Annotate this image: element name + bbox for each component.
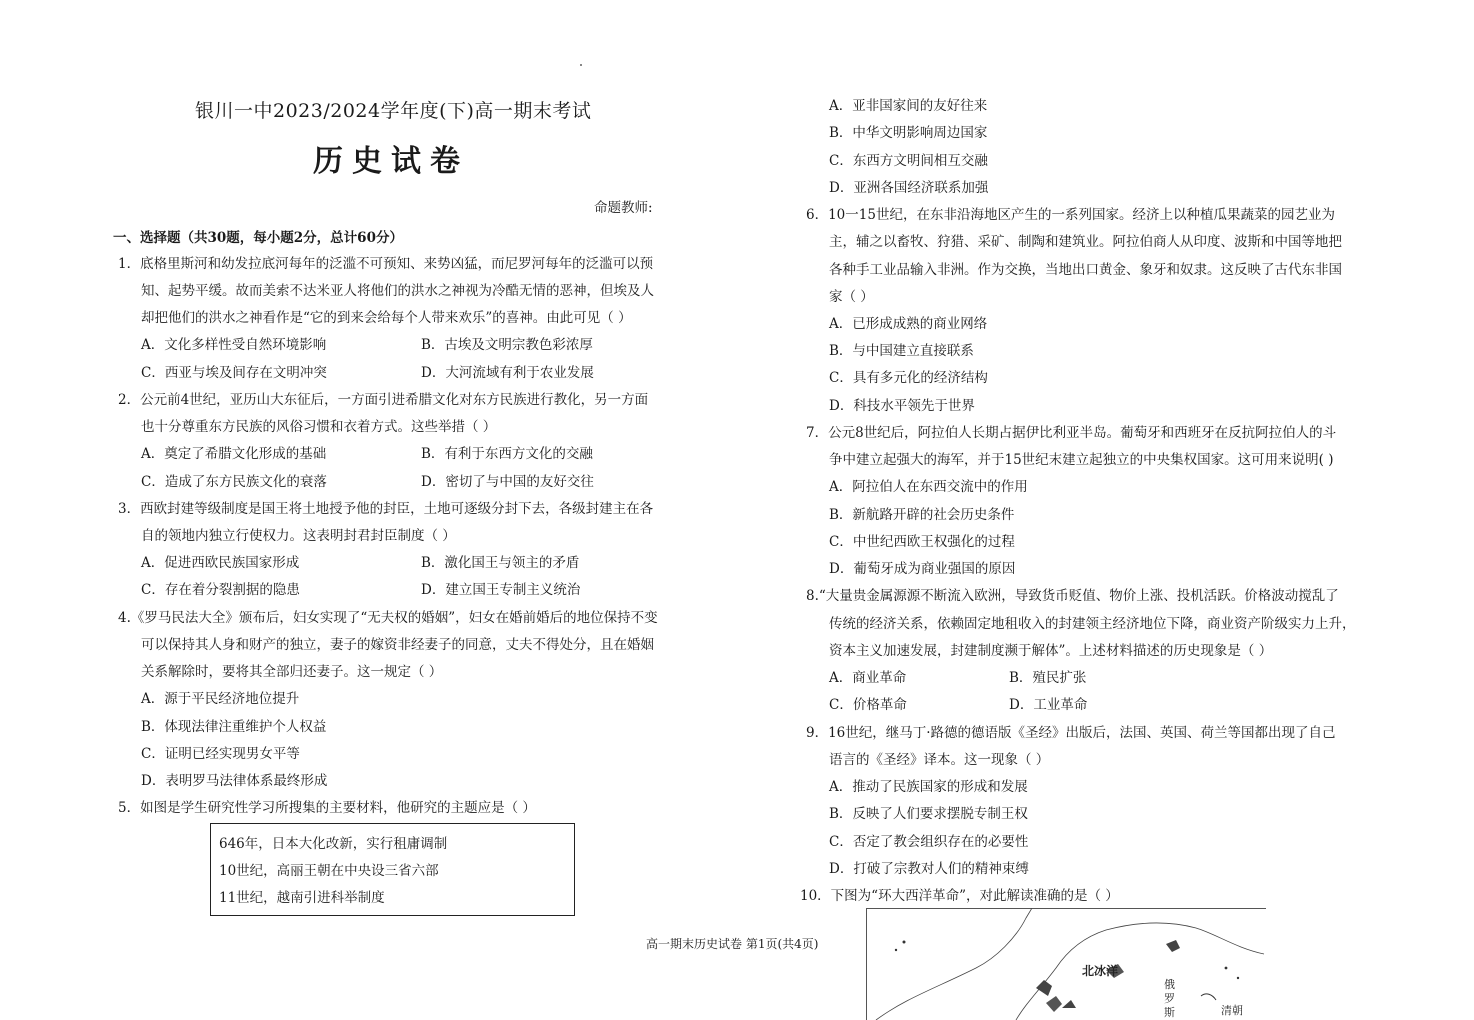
section-heading: 一、选择题（共30题，每小题2分，总计60分） bbox=[113, 230, 403, 246]
question-text-line: 关系解除时，要将其全部归还妻子。这一规定（ ） bbox=[141, 664, 443, 680]
question-text-line: B．激化国王与领主的矛盾 bbox=[421, 555, 580, 571]
question-text-line: C．造成了东方民族文化的衰落 bbox=[141, 474, 327, 490]
question-text-line: 争中建立起强大的海军，并于15世纪末建立起独立的中央集权国家。这可用来说明( ) bbox=[829, 452, 1334, 468]
question-text-line: D．大河流域有利于农业发展 bbox=[421, 365, 594, 381]
question-text-line: B．新航路开辟的社会历史条件 bbox=[829, 507, 1015, 523]
question-text-line: 2．公元前4世纪，亚历山大东征后，一方面引进希腊文化对东方民族进行教化，另一方面 bbox=[118, 392, 649, 408]
question-text-line: 自的领地内独立行使权力。这表明封君封臣制度（ ） bbox=[141, 528, 456, 544]
question-text-line: 可以保持其人身和财产的独立，妻子的嫁资非经妻子的同意，丈夫不得处分，且在婚姻 bbox=[141, 637, 654, 653]
question-text-line: B．与中国建立直接联系 bbox=[829, 343, 974, 359]
question-text-line: 却把他们的洪水之神看作是“它的到来会给每个人带来欢乐”的喜神。由此可见（ ） bbox=[141, 310, 632, 326]
question-text-line: 传统的经济关系，依赖固定地租收入的封建领主经济地位下降，商业资产阶级实力上升， bbox=[829, 616, 1356, 632]
question-text-line: D．密切了与中国的友好交往 bbox=[421, 474, 594, 490]
question-text-line: 8.“大量贵金属源源不断流入欧洲，导致货币贬值、物价上涨、投机活跃。价格波动搅乱了 bbox=[806, 588, 1339, 604]
page-footer: 高一期末历史试卷 第1页(共4页) bbox=[646, 937, 819, 951]
question-text-line: B．有利于东西方文化的交融 bbox=[421, 446, 593, 462]
question-text-line: A．文化多样性受自然环境影响 bbox=[141, 337, 327, 353]
question-text-line: B．反映了人们要求摆脱专制王权 bbox=[829, 806, 1028, 822]
map-drawing bbox=[866, 908, 1266, 1020]
map-label-russia-2: 罗 bbox=[1164, 992, 1175, 1005]
question-text-line: 1．底格里斯河和幼发拉底河每年的泛滥不可预知、来势凶猛，而尼罗河每年的泛滥可以预 bbox=[118, 256, 654, 272]
question-text-line: D．科技水平领先于世界 bbox=[829, 398, 975, 414]
question-text-line: 6．10一15世纪，在东非沿海地区产生的一系列国家。经济上以种植瓜果蔬菜的园艺业为 bbox=[806, 207, 1335, 223]
question-text-line: D．表明罗马法律体系最终形成 bbox=[141, 773, 328, 789]
question-text-line: C．具有多元化的经济结构 bbox=[829, 370, 988, 386]
question-text-line: C．存在着分裂割据的隐患 bbox=[141, 582, 300, 598]
box-line: 10世纪，高丽王朝在中央设三省六部 bbox=[219, 863, 439, 879]
question-text-line: B．殖民扩张 bbox=[1009, 670, 1087, 686]
question-text-line: 3．西欧封建等级制度是国王将土地授予他的封臣，土地可逐级分封下去，各级封建主在各 bbox=[118, 501, 654, 517]
question-text-line: A．已形成成熟的商业网络 bbox=[829, 316, 988, 332]
question-text-line: 4.《罗马民法大全》颁布后，妇女实现了“无夫权的婚姻”，妇女在婚前婚后的地位保持不变 bbox=[118, 610, 658, 626]
question-text-line: 家（ ） bbox=[829, 289, 874, 305]
question-text-line: B．古埃及文明宗教色彩浓厚 bbox=[421, 337, 593, 353]
material-box bbox=[210, 823, 575, 916]
question-text-line: 资本主义加速发展，封建制度濒于解体”。上述材料描述的历史现象是（ ） bbox=[829, 643, 1273, 659]
question-text-line: A．推动了民族国家的形成和发展 bbox=[829, 779, 1028, 795]
question-text-line: C．中世纪西欧王权强化的过程 bbox=[829, 534, 1015, 550]
map-label-arctic: 北冰洋 bbox=[1082, 964, 1119, 978]
teacher-label: 命题教师: bbox=[594, 200, 653, 216]
question-text-line: 5．如图是学生研究性学习所搜集的主要材料，他研究的主题应是（ ） bbox=[118, 800, 536, 816]
map-label-russia-1: 俄 bbox=[1164, 978, 1175, 991]
question-text-line: A．阿拉伯人在东西交流中的作用 bbox=[829, 479, 1028, 495]
question-text-line: 主，辅之以畜牧、狩猎、采矿、制陶和建筑业。阿拉伯商人从印度、波斯和中国等地把 bbox=[829, 234, 1342, 250]
exam-title: 银川一中2023/2024学年度(下)高一期末考试 bbox=[195, 100, 592, 122]
question-text-line: A．奠定了希腊文化形成的基础 bbox=[141, 446, 327, 462]
question-text-line: A．商业革命 bbox=[829, 670, 907, 686]
question-text-line: 10．下图为“环大西洋革命”，对此解读准确的是（ ） bbox=[800, 888, 1119, 904]
map-label-russia-3: 斯 bbox=[1164, 1006, 1175, 1019]
map-label-qing: 清朝 bbox=[1221, 1004, 1243, 1017]
question-text-line: D．亚洲各国经济联系加强 bbox=[829, 180, 989, 196]
question-text-line: A．亚非国家间的友好往来 bbox=[829, 98, 988, 114]
question-text-line: D．工业革命 bbox=[1009, 697, 1088, 713]
question-text-line: 也十分尊重东方民族的风俗习惯和衣着方式。这些举措（ ） bbox=[141, 419, 497, 435]
question-text-line: D．打破了宗教对人们的精神束缚 bbox=[829, 861, 1029, 877]
box-line: 646年，日本大化改新，实行租庸调制 bbox=[219, 836, 448, 852]
question-text-line: 知、起势平缓。故而美索不达米亚人将他们的洪水之神视为冷酷无情的恶神，但埃及人 bbox=[141, 283, 654, 299]
question-text-line: C．价格革命 bbox=[829, 697, 907, 713]
box-line: 11世纪，越南引进科举制度 bbox=[219, 890, 385, 906]
question-text-line: A．源于平民经济地位提升 bbox=[141, 691, 300, 707]
question-text-line: C．否定了教会组织存在的必要性 bbox=[829, 834, 1029, 850]
question-text-line: D．葡萄牙成为商业强国的原因 bbox=[829, 561, 1016, 577]
question-text-line: 9．16世纪，继马丁·路德的德语版《圣经》出版后，法国、英国、荷兰等国都出现了自己 bbox=[806, 725, 1336, 741]
question-text-line: B．中华文明影响周边国家 bbox=[829, 125, 988, 141]
question-text-line: A．促进西欧民族国家形成 bbox=[141, 555, 300, 571]
atlantic-revolution-map bbox=[866, 908, 1266, 1020]
question-text-line: D．建立国王专制主义统治 bbox=[421, 582, 581, 598]
question-text-line: 各种手工业品输入非洲。作为交换，当地出口黄金、象牙和奴隶。这反映了古代东非国 bbox=[829, 262, 1342, 278]
question-text-line: C．东西方文明间相互交融 bbox=[829, 153, 988, 169]
page-dot bbox=[580, 64, 582, 66]
question-text-line: C．证明已经实现男女平等 bbox=[141, 746, 300, 762]
question-text-line: 语言的《圣经》译本。这一现象（ ） bbox=[829, 752, 1050, 768]
question-text-line: 7．公元8世纪后，阿拉伯人长期占据伊比利亚半岛。葡萄牙和西班牙在反抗阿拉伯人的斗 bbox=[806, 425, 1337, 441]
question-text-line: C．西亚与埃及间存在文明冲突 bbox=[141, 365, 327, 381]
subject-title: 历史试卷 bbox=[313, 144, 469, 179]
question-text-line: B．体现法律注重维护个人权益 bbox=[141, 719, 327, 735]
